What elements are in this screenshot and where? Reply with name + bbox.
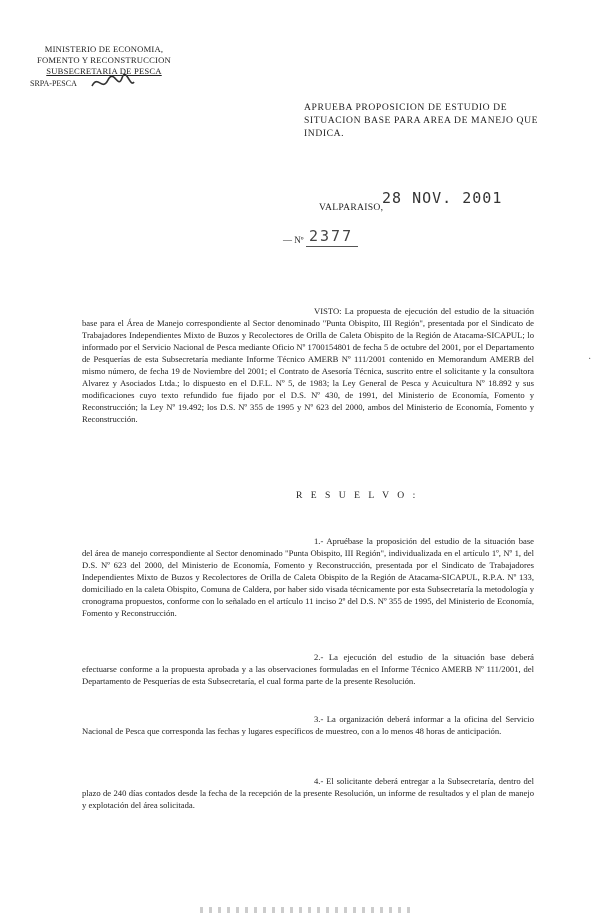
scan-artifact	[200, 907, 410, 913]
letterhead-subsecretaria: SUBSECRETARIA DE PESCA	[46, 66, 162, 76]
item-2-paragraph: 2.- La ejecución del estudio de la situación base deberá efectuarse conforme a la propuesta aprobada y a las observaciones formuladas en el Informe Técnico AMERB Nº 111/2001, del Departamento de Pesquerías de esta Subsecretaría, el cual forma parte de la presente Resolución.	[82, 652, 534, 686]
item-1-paragraph: 1.- Apruébase la proposición del estudio de la situación base del área de manejo correspondiente al Sector denominado "Punta Obispito, III Región", individualizada en el artículo 1º, Nº 1, del D.S. Nº 623 del 2000, del Ministerio de Economía, Fomento y Reconstrucción, presentada por el Sindicato de Trabajadores Independientes Mixto de Buzos y Recolectores de Orilla de Caleta Obispito de la Región de Atacama-SICAPUL, R.P.A. Nº 133, domiciliado en la caleta Obispito, Comuna de Caldera, por haber sido visada técnicamente por esta Subsecretaría la metodología y cronograma propuestos, conforme con lo señalado en el artículo 11 inciso 2º del D.S. Nº 355 de 1995, del Ministerio de Economía, Fomento y Reconstrucción.	[82, 536, 534, 618]
letterhead-ministry: MINISTERIO DE ECONOMIA,	[44, 44, 164, 54]
resuelvo-heading: R E S U E L V O :	[296, 490, 419, 501]
number-prefix: — Nº	[283, 235, 304, 245]
item-4-paragraph: 4.- El solicitante deberá entregar a la Subsecretaría, dentro del plazo de 240 días contados desde la fecha de la recepción de la presente Resolución, un informe de resultados y el plan de manejo y explotación del área solicitada.	[82, 776, 534, 810]
margin-mark: ·	[588, 354, 592, 365]
number-underline	[306, 246, 358, 247]
visto-paragraph: VISTO: La propuesta de ejecución del estudio de la situación base para el Área de Manejo correspondiente al Sector denominado "Punta Obispito, III Región", presentada por el Sindicato de Trabajadores Independientes Mixto de Buzos y Recolectores de Orilla de Caleta Obispito de la Región de Atacama-SICAPUL; lo informado por el Servicio Nacional de Pesca mediante Oficio Nº 1700154801 de fecha 5 de octubre del 2001, por el Departamento de Pesquerías de esta Subsecretaría mediante Informe Técnico AMERB Nº 111/2001 contenido en Memorandum AMERB del mismo número, de fecha 19 de Noviembre del 2001; el Contrato de Asesoría Técnica, suscrito entre el solicitante y la consultora Alvarez y Asociados Ltda.; lo dispuesto en el D.F.L. Nº 5, de 1983; la Ley General de Pesca y Acuicultura Nº 18.892 y sus modificaciones cuyo texto refundido fue fijado por el D.S. Nº 430, de 1991, del Ministerio de Economía, Fomento y Reconstrucción; la Ley Nº 19.492; los D.S. Nº 355 de 1995 y Nº 623 del 2000, ambos del Ministerio de Economía, Fomento y Reconstrucción.	[82, 306, 534, 424]
number-prefix-label: Nº	[294, 235, 304, 245]
handwritten-initials-icon	[90, 72, 136, 94]
date-stamp: 28 NOV. 2001	[382, 189, 503, 207]
item-3-paragraph: 3.- La organización deberá informar a la oficina del Servicio Nacional de Pesca que corresponda las fechas y lugares específicos de muestreo, con a lo menos 48 horas de anticipación.	[82, 714, 534, 736]
place-label: VALPARAISO,	[319, 202, 384, 213]
resolution-number-stamp: 2377	[309, 227, 354, 245]
reference-note: SRPA-PESCA	[30, 79, 77, 88]
letterhead-ministry-2: FOMENTO Y RECONSTRUCCION	[37, 55, 171, 65]
document-subject: APRUEBA PROPOSICION DE ESTUDIO DE SITUACION BASE PARA AREA DE MANEJO QUE INDICA.	[304, 102, 539, 139]
